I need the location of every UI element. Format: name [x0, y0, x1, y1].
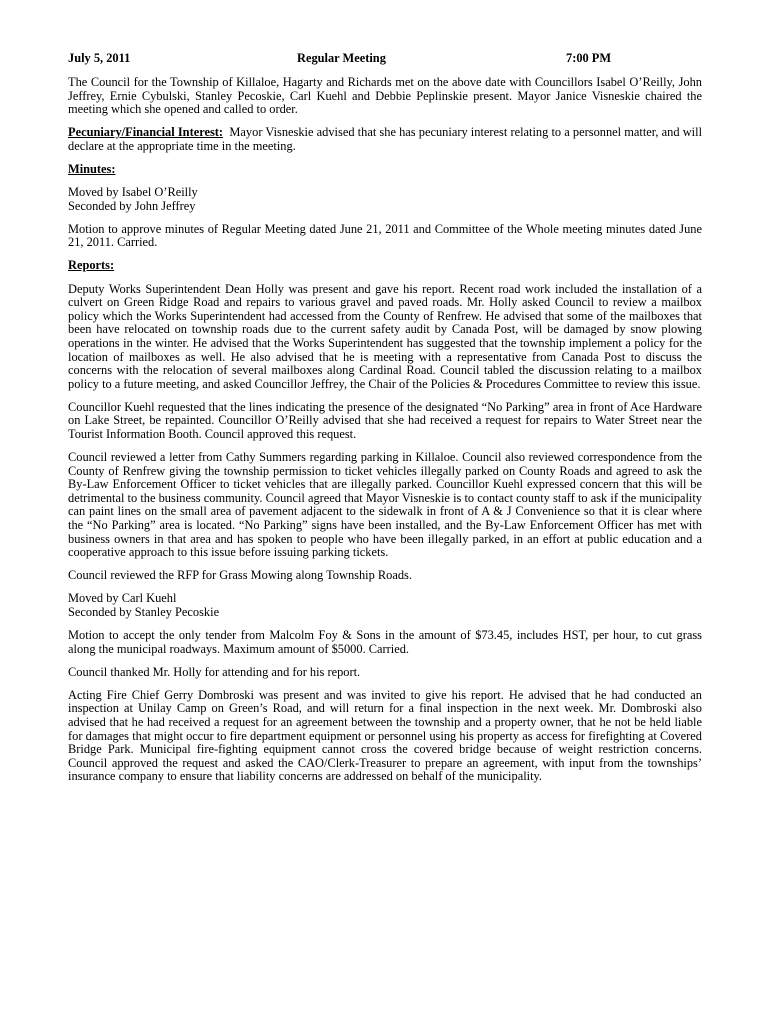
minutes-mover-block — [68, 186, 702, 213]
pecuniary-text: Mayor Visneskie advised that she has pecuniary interest relating to a personnel matter, and will declare at the appropriate time in the meeting. — [68, 125, 703, 153]
report-parking-paragraph: Council reviewed a letter from Cathy Summers regarding parking in Killaloe. Council also reviewed correspondence from the County of Renfrew giving the township permission to ticket vehicles illegally parked on County Roads and agreed to ask the By-Law Enforcement Officer to ticket vehicles that are illegally parked. Councillor Kuehl expressed concern that this will be detrimental to the business community. Council agreed that Mayor Visneskie is to contact county staff to ask if the municipality can paint lines on the small area of pavement adjacent to the sidewalk in front of A & J Convenience so that it is clear where the “No Parking” area is located. “No Parking” signs have been installed, and the By-Law Enforcement Officer has met with business owners in that area and has spoken to people who have been illegally parked, in an effort at public education and a cooperative approach to this issue before issuing parking tickets. — [68, 450, 702, 560]
pecuniary-heading: Pecuniary/Financial Interest: — [68, 125, 224, 140]
meeting-date: July 5, 2011 — [68, 51, 131, 65]
document-header — [68, 52, 702, 68]
meeting-type: Regular Meeting — [297, 51, 386, 65]
report-rfp-paragraph: Council reviewed the RFP for Grass Mowing along Township Roads. — [68, 568, 412, 583]
minutes-seconded-by: Seconded by John Jeffrey — [68, 198, 196, 213]
report-thanks-paragraph: Council thanked Mr. Holly for attending and for his report. — [68, 664, 361, 679]
minutes-heading: Minutes: — [68, 161, 116, 176]
report-works-paragraph: Deputy Works Superintendent Dean Holly was present and gave his report. Recent road work included the installation of a culvert on Green Ridge Road and repairs to various gravel and paved roads. Mr. Holly asked Council to review a mailbox policy which the Works Superintendent had accessed from the County of Renfrew. He advised that some of the mailboxes that been have relocated on township roads due to the current safety audit by Canada Post, will be damaged by snow plowing operations in the winter. He advised that the Works Superintendent has suggested that the township implement a policy for the location of mailboxes as well. He also advised that he is meeting with a representative from Canada Post to discuss the concerns with the relocation of several mailboxes along Cardinal Road. Council tabled the discussion relating to a mailbox policy to a future meeting, and asked Councillor Jeffrey, the Chair of the Policies & Procedures Committee to review this issue. — [68, 281, 702, 391]
report-fire-paragraph: Acting Fire Chief Gerry Dombroski was present and was invited to give his report. He advised that he had conducted an inspection at Unilay Camp on Green’s Road, and will return for a final inspection in the next week. Mr. Dombroski also advised that he had received a request for an agreement between the township and a property owner, that he not be held liable for damages that might occur to fire department equipment or personnel using his property as access for firefighting at Covered Bridge Park. Municipal fire-fighting equipment cannot cross the covered bridge because of weight restriction concerns. Council approved the request and asked the CAO/Clerk-Treasurer to prepare an agreement, with input from the townships’ insurance company to ensure that liability concerns are addressed on behalf of the municipality. — [68, 687, 702, 784]
intro-paragraph: The Council for the Township of Killaloe, Hagarty and Richards met on the above date with Councillors Isabel O’Reilly, John Jeffrey, Ernie Cybulski, Stanley Pecoskie, Carl Kuehl and Debbie Peplinskie present. Mayor Janice Visneskie chaired the meeting which she opened and called to order. — [68, 75, 702, 117]
reports-motion: Motion to accept the only tender from Malcolm Foy & Sons in the amount of $73.45, includes HST, per hour, to cut grass along the municipal roadways. Maximum amount of $5000. Carried. — [68, 628, 702, 656]
pecuniary-section — [68, 126, 702, 153]
reports-mover-block — [68, 592, 702, 619]
report-kuehl-paragraph: Councillor Kuehl requested that the lines indicating the presence of the designated “No Parking” area in front of Ace Hardware on Lake Street, be repainted. Councillor O’Reilly advised that she had received a request for repairs to Water Street near the Tourist Information Booth. Council approved this request. — [68, 399, 702, 441]
reports-seconded-by: Seconded by Stanley Pecoskie — [68, 605, 220, 619]
meeting-time: 7:00 PM — [566, 51, 612, 65]
minutes-moved-by: Moved by Isabel O’Reilly — [68, 185, 198, 200]
reports-moved-by: Moved by Carl Kuehl — [68, 591, 177, 606]
minutes-motion: Motion to approve minutes of Regular Meeting dated June 21, 2011 and Committee of the Whole meeting minutes dated June 21, 2011. Carried. — [68, 221, 702, 250]
minutes-document — [68, 52, 702, 794]
reports-heading: Reports: — [68, 258, 115, 273]
